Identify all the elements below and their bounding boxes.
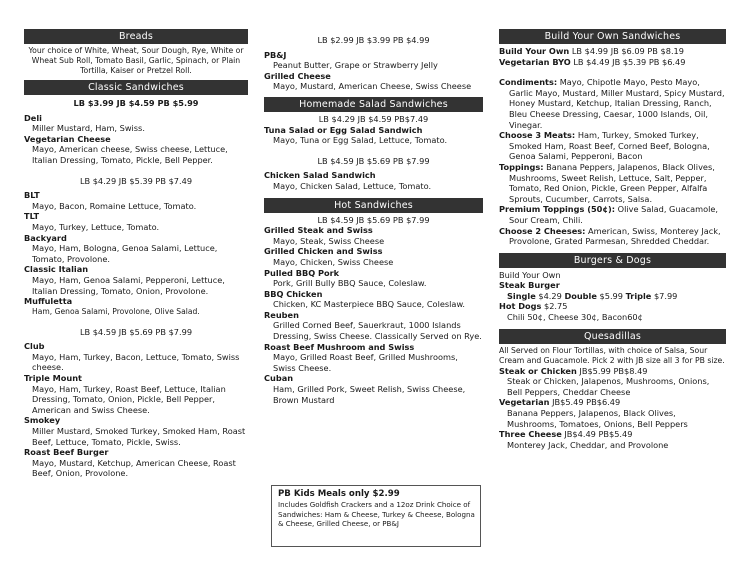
byo-condiments-desc: Mayo, Chipotle Mayo, Pesto Mayo, Garlic Mayo, Mustard, Miller Mustard, Spicy Mustard, Honey Mustard, Ketchup, Italian Dressing, Ranch, Bleu Cheese Dressing, Caesar, 1000 Islands, Oil, Vinegar. bbox=[509, 77, 725, 130]
byo-meats-label: Choose 3 Meats: bbox=[499, 130, 576, 141]
byo-toppings bbox=[499, 162, 726, 204]
quesadilla-steak-name: Steak or Chicken bbox=[499, 365, 577, 376]
item-reuben-desc: Grilled Corned Beef, Sauerkraut, 1000 Islands Dressing, Swiss Cheese. Classically Served on Rye. bbox=[273, 320, 482, 342]
byo-line-2-price: LB $4.49 JB $5.39 PB $6.49 bbox=[573, 56, 686, 67]
hot-price: LB $4.59 JB $5.69 PB $7.99 bbox=[317, 214, 430, 225]
byo-premium-label: Premium Toppings (50¢): bbox=[499, 204, 616, 215]
item-club-name: Club bbox=[24, 341, 45, 352]
byo-line-1-name: Build Your Own bbox=[499, 46, 570, 56]
item-grilled-cheese-desc: Mayo, Mustard, American Cheese, Swiss Cheese bbox=[273, 81, 472, 92]
item-blt-name: BLT bbox=[24, 190, 40, 201]
item-grilled-steak-desc: Mayo, Steak, Swiss Cheese bbox=[273, 235, 385, 246]
item-tlt-desc: Mayo, Turkey, Lettuce, Tomato. bbox=[32, 221, 160, 232]
item-steak-burger-name: Steak Burger bbox=[499, 280, 560, 291]
byo-cheeses-label: Choose 2 Cheeses: bbox=[499, 225, 586, 236]
item-vegetarian-cheese-desc: Mayo, American cheese, Swiss cheese, Lettuce, Italian Dressing, Tomato, Pickle, Bell Pepper. bbox=[32, 144, 228, 165]
item-bbq-chicken-name: BBQ Chicken bbox=[264, 288, 323, 299]
item-chicken-salad-desc: Mayo, Chicken Salad, Lettuce, Tomato. bbox=[273, 180, 432, 191]
item-blt-desc: Mayo, Bacon, Romaine Lettuce, Tomato. bbox=[32, 200, 197, 211]
quesadilla-veg-price: JB$5.49 PB$6.49 bbox=[552, 397, 621, 408]
column-right bbox=[499, 0, 726, 450]
quesadilla-veg-name: Vegetarian bbox=[499, 397, 550, 408]
item-grilled-chicken-name: Grilled Chicken and Swiss bbox=[264, 246, 383, 257]
steak-burger-prices bbox=[499, 291, 726, 302]
quesadillas-header: Quesadillas bbox=[499, 329, 726, 344]
byo-line-2 bbox=[499, 57, 726, 68]
byo-meats bbox=[499, 130, 726, 162]
item-smokey-desc: Miller Mustard, Smoked Turkey, Smoked Ham, Roast Beef, Lettuce, Tomato, Pickle, Swiss. bbox=[32, 426, 246, 447]
item-classic-italian-name: Classic Italian bbox=[24, 264, 89, 275]
classic-sandwiches-header: Classic Sandwiches bbox=[24, 80, 248, 95]
item-tuna-salad-desc: Mayo, Tuna or Egg Salad, Lettuce, Tomato. bbox=[273, 135, 448, 146]
item-bbq-chicken-desc: Chicken, KC Masterpiece BBQ Sauce, Coleslaw. bbox=[273, 299, 465, 310]
item-pulled-bbq-pork-name: Pulled BBQ Pork bbox=[264, 267, 340, 278]
item-grilled-steak-name: Grilled Steak and Swiss bbox=[264, 225, 373, 236]
hot-dogs-addons: Chili 50¢, Cheese 30¢, Bacon60¢ bbox=[507, 312, 643, 323]
item-tuna-salad-name: Tuna Salad or Egg Salad Sandwich bbox=[264, 124, 423, 135]
item-triple-mount-desc: Mayo, Ham, Turkey, Roast Beef, Lettuce, Italian Dressing, Tomato, Onion, Pickle, Bell Pepper, American and Swiss Cheese. bbox=[32, 383, 226, 415]
byo-line-1-price: LB $4.99 JB $6.09 PB $8.19 bbox=[571, 46, 684, 56]
classic-price-tier-3: LB $4.59 JB $5.69 PB $7.99 bbox=[79, 326, 193, 337]
byo-line-1 bbox=[499, 46, 726, 57]
item-reuben-name: Reuben bbox=[264, 309, 299, 320]
byo-line-2-name: Vegetarian BYO bbox=[499, 56, 571, 67]
item-backyard-name: Backyard bbox=[24, 232, 67, 243]
byo-meats-desc: Ham, Turkey, Smoked Turkey, Smoked Ham, Roast Beef, Corned Beef, Bologna, Genoa Salami, Pepperoni, Bacon bbox=[509, 130, 710, 162]
item-classic-italian-desc: Mayo, Ham, Genoa Salami, Pepperoni, Lettuce, Italian Dressing, Tomato, Onion, Provolone. bbox=[32, 274, 225, 296]
double-price: $5.99 bbox=[599, 290, 623, 301]
byo-premium bbox=[499, 204, 726, 225]
hot-dogs-line bbox=[499, 301, 726, 312]
triple-label: Triple bbox=[625, 290, 652, 301]
quesadilla-three-cheese-desc: Monterey Jack, Cheddar, and Provolone bbox=[507, 439, 669, 450]
byo-cheeses-desc: American, Swiss, Monterey Jack, Provolone, Grated Parmesan, Shredded Cheddar. bbox=[509, 225, 721, 247]
quesadilla-veg-line bbox=[499, 397, 726, 408]
homemade-salad-header: Homemade Salad Sandwiches bbox=[264, 97, 483, 112]
single-price: $4.29 bbox=[538, 290, 562, 301]
item-roast-beef-mushroom-name: Roast Beef Mushroom and Swiss bbox=[264, 341, 415, 352]
item-smokey-name: Smokey bbox=[24, 415, 61, 426]
quesadilla-three-cheese-name: Three Cheese bbox=[499, 429, 562, 440]
kids-meal-desc: Includes Goldfish Crackers and a 12oz Drink Choice of Sandwiches: Ham & Cheese, Turkey & Cheese, Bologna & Cheese, Grilled Cheese, or PB&J bbox=[278, 500, 475, 529]
quesadilla-three-cheese-line bbox=[499, 429, 726, 440]
hot-sandwiches-header: Hot Sandwiches bbox=[264, 198, 483, 213]
kids-meal-title: PB Kids Meals only $2.99 bbox=[278, 489, 400, 499]
column-middle bbox=[264, 0, 483, 405]
column-left bbox=[24, 0, 248, 479]
item-chicken-salad-name: Chicken Salad Sandwich bbox=[264, 170, 376, 181]
quesadilla-steak-desc: Steak or Chicken, Jalapenos, Mushrooms, Onions, Bell Peppers, Cheddar Cheese bbox=[507, 376, 710, 397]
quesadilla-veg-desc: Banana Peppers, Jalapenos, Black Olives, Mushrooms, Tomatoes, Onions, Bell Peppers bbox=[507, 408, 688, 429]
item-roast-beef-burger-name: Roast Beef Burger bbox=[24, 447, 109, 458]
homemade-price-tier-2: LB $4.59 JB $5.69 PB $7.99 bbox=[317, 155, 430, 166]
item-tlt-name: TLT bbox=[24, 211, 40, 222]
item-triple-mount-name: Triple Mount bbox=[24, 373, 82, 384]
quesadilla-steak-price: JB$5.99 PB$8.49 bbox=[579, 365, 648, 376]
byo-condiments bbox=[499, 77, 726, 130]
classic-price-tier-2: LB $4.29 JB $5.39 PB $7.49 bbox=[79, 175, 193, 186]
item-roast-beef-mushroom-desc: Mayo, Grilled Roast Beef, Grilled Mushrooms, Swiss Cheese. bbox=[273, 352, 458, 373]
byo-header: Build Your Own Sandwiches bbox=[499, 29, 726, 44]
kids-meal-box bbox=[271, 485, 481, 547]
breads-description: Your choice of White, Wheat, Sour Dough, Rye, White or Wheat Sub Roll, Tomato Basil, Garlic, Spinach, or Plain Tortilla, Kaiser or Pretzel Roll. bbox=[28, 46, 244, 75]
byo-cheeses bbox=[499, 226, 726, 247]
burgers-dogs-header: Burgers & Dogs bbox=[499, 253, 726, 268]
item-cuban-desc: Ham, Grilled Pork, Sweet Relish, Swiss Cheese, Brown Mustard bbox=[273, 384, 466, 405]
item-cuban-name: Cuban bbox=[264, 373, 294, 384]
item-pulled-bbq-pork-desc: Pork, Grill Bully BBQ Sauce, Coleslaw. bbox=[273, 278, 427, 289]
burgers-intro: Build Your Own bbox=[499, 269, 561, 280]
quesadillas-desc: All Served on Flour Tortillas, with choice of Salsa, Sour Cream and Guacamole. Pick 2 with JB size all 3 for PB size. bbox=[499, 345, 725, 365]
quesadilla-three-cheese-price: JB$4.49 PB$5.49 bbox=[564, 429, 633, 440]
double-label: Double bbox=[564, 290, 597, 301]
single-label: Single bbox=[507, 290, 536, 301]
item-grilled-cheese-name: Grilled Cheese bbox=[264, 70, 331, 81]
classic-price-tier-1: LB $3.99 JB $4.59 PB $5.99 bbox=[73, 98, 199, 108]
item-pbj-desc: Peanut Butter, Grape or Strawberry Jelly bbox=[273, 60, 438, 71]
item-deli-name: Deli bbox=[24, 112, 42, 123]
kids-basic-price: LB $2.99 JB $3.99 PB $4.99 bbox=[317, 35, 430, 45]
item-grilled-chicken-desc: Mayo, Chicken, Swiss Cheese bbox=[273, 256, 394, 267]
homemade-price-tier-1: LB $4.29 JB $4.59 PB$7.49 bbox=[318, 113, 429, 124]
item-muffuletta-name: Muffuletta bbox=[24, 296, 73, 307]
byo-condiments-label: Condiments: bbox=[499, 77, 558, 88]
item-club-desc: Mayo, Ham, Turkey, Bacon, Lettuce, Tomato, Swiss cheese. bbox=[32, 351, 240, 373]
item-deli-desc: Miller Mustard, Ham, Swiss. bbox=[32, 123, 145, 134]
item-pbj-name: PB&J bbox=[264, 49, 287, 60]
item-vegetarian-cheese-name: Vegetarian Cheese bbox=[24, 133, 111, 144]
triple-price: $7.99 bbox=[653, 290, 678, 301]
breads-header: Breads bbox=[24, 29, 248, 44]
item-muffuletta-desc: Ham, Genoa Salami, Provolone, Olive Salad. bbox=[32, 306, 200, 316]
hot-dogs-price: $2.75 bbox=[544, 301, 568, 312]
byo-toppings-label: Toppings: bbox=[499, 161, 544, 172]
item-backyard-desc: Mayo, Ham, Bologna, Genoa Salami, Lettuce, Tomato, Provolone. bbox=[32, 243, 218, 264]
hot-dogs-name: Hot Dogs bbox=[499, 301, 542, 312]
byo-toppings-desc: Banana Peppers, Jalapenos, Black Olives, Mushrooms, Sweet Relish, Lettuce, Salt, Pepper, Tomato, Red Onion, Pickle, Green Pepper, Alfalfa Sprouts, Cucumber, Carrots, Salsa. bbox=[509, 161, 715, 204]
byo-premium-desc: Olive Salad, Guacamole, Sour Cream, Chili. bbox=[509, 204, 719, 225]
quesadilla-steak-line bbox=[499, 366, 726, 377]
item-roast-beef-burger-desc: Mayo, Mustard, Ketchup, American Cheese, Roast Beef, Onion, Provolone. bbox=[32, 457, 236, 479]
